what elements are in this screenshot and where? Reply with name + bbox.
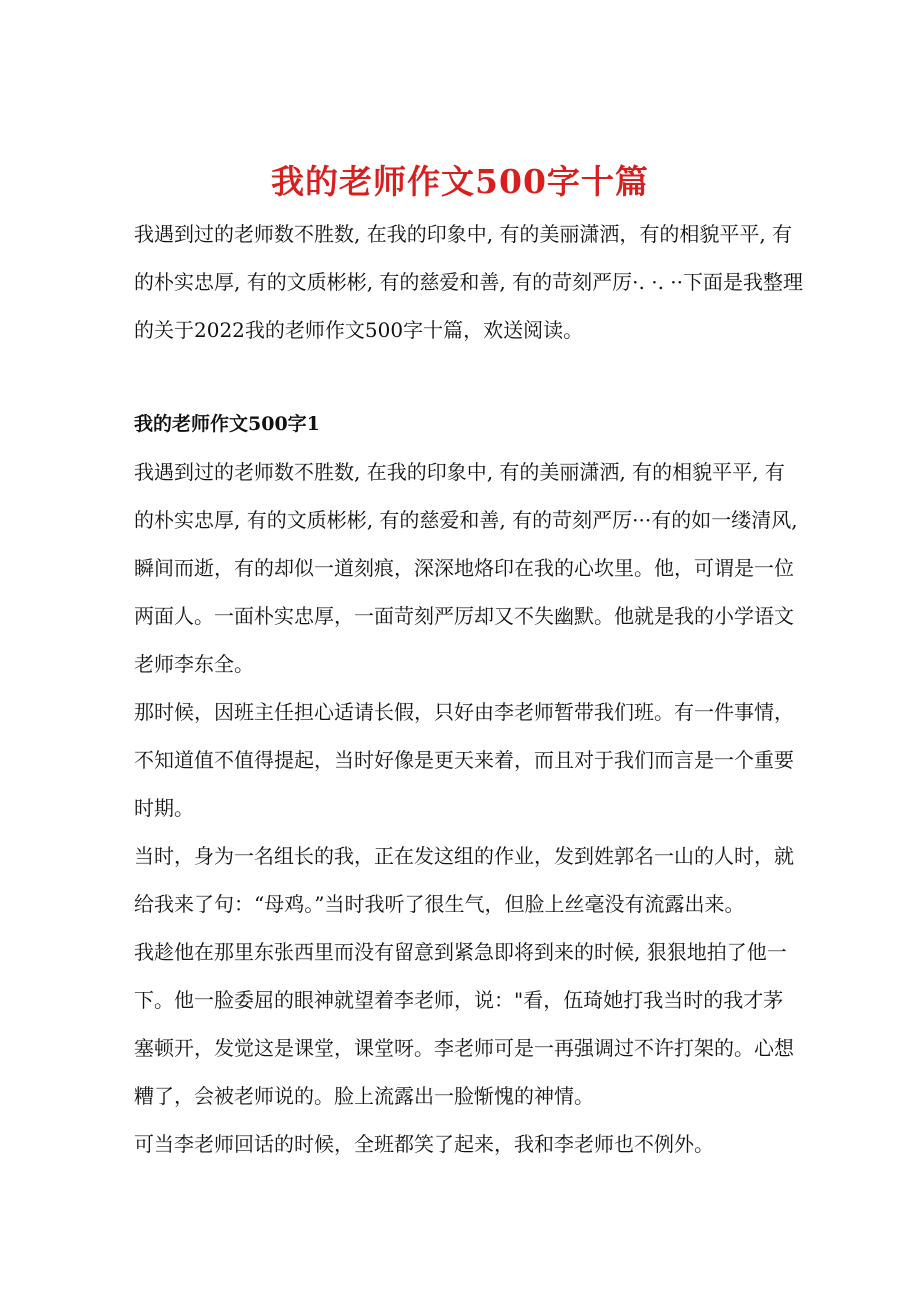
essay-line: 的朴实忠厚, 有的文质彬彬, 有的慈爱和善, 有的苛刻严厉···有的如一缕清风, — [134, 508, 798, 532]
intro-paragraph — [134, 210, 804, 354]
essay-line: 可当李老师回话的时候，全班都笑了起来，我和李老师也不例外。 — [134, 1132, 714, 1156]
essay-line: 我遇到过的老师数不胜数, 在我的印象中, 有的美丽潇洒, 有的相貌平平, 有 — [134, 460, 785, 484]
essay-line: 时期。 — [134, 796, 194, 820]
essay-line: 下。他一脸委屈的眼神就望着李老师，说："看，伍琦她打我当时的我才茅 — [134, 988, 784, 1012]
essay-line: 瞬间而逝，有的却似一道刻痕，深深地烙印在我的心坎里。他，可谓是一位 — [134, 556, 794, 580]
essay-body — [134, 424, 798, 1168]
section-heading: 我的老师作文500字1 — [134, 413, 320, 435]
document-title: 我的老师作文500字十篇 — [271, 162, 649, 202]
essay-line: 老师李东全。 — [134, 652, 254, 676]
essay-line: 我趁他在那里东张西里而没有留意到紧急即将到来的时候, 狠狠地拍了他一 — [134, 940, 787, 964]
intro-line: 的关于2022我的老师作文500字十篇，欢送阅读。 — [134, 318, 584, 342]
essay-line: 那时候，因班主任担心适请长假，只好由李老师暂带我们班。有一件事情， — [134, 700, 794, 724]
intro-line: 我遇到过的老师数不胜数, 在我的印象中, 有的美丽潇洒，有的相貌平平, 有 — [134, 222, 793, 246]
essay-line: 给我来了句：“母鸡。”当时我听了很生气，但脸上丝毫没有流露出来。 — [134, 892, 745, 916]
essay-line: 糟了，会被老师说的。脸上流露出一脸惭愧的神情。 — [134, 1084, 594, 1108]
essay-line: 两面人。一面朴实忠厚，一面苛刻严厉却又不失幽默。他就是我的小学语文 — [134, 604, 794, 628]
essay-line: 不知道值不值得提起，当时好像是更天来着，而且对于我们而言是一个重要 — [134, 748, 794, 772]
essay-line: 当时，身为一名组长的我，正在发这组的作业，发到姓郭名一山的人时，就 — [134, 844, 794, 868]
essay-line: 塞顿开，发觉这是课堂，课堂呀。李老师可是一再强调过不许打架的。心想 — [134, 1036, 794, 1060]
intro-line: 的朴实忠厚, 有的文质彬彬, 有的慈爱和善, 有的苛刻严厉·. ·. ··下面是我整理 — [134, 270, 804, 294]
